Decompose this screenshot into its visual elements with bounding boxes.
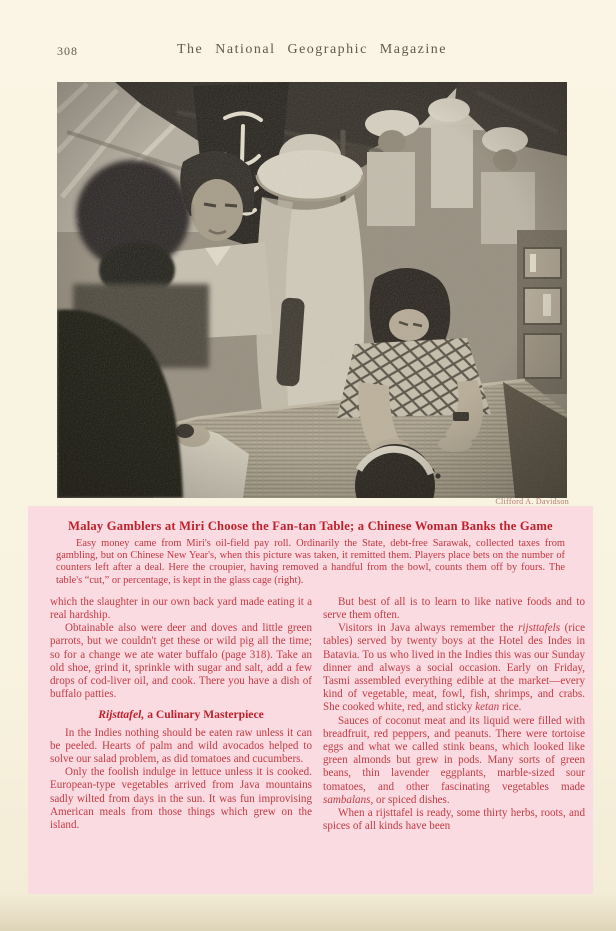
highlighted-text-block: [28, 497, 593, 894]
page-number: 308: [57, 44, 78, 58]
magazine-title: The National Geographic Magazine: [177, 42, 447, 57]
paragraph: Only the foolish indulge in lettuce unless it is cooked. European-type vegetables arrived from Java mountains sadly wilted from days in the sun. It was fun improvising American meals from those things which grew on the island.: [50, 766, 312, 832]
paragraph: Obtainable also were deer and doves and little green parrots, but we couldn't get these or wild pig all the time; so for a change we ate water buffalo (page 318). Take an old shoe, grind it, sprinkle with sugar and salt, add a few drops of cod-liver oil, and cook. There you have a dish of buffalo patties.: [50, 622, 312, 701]
caption-title: Malay Gamblers at Miri Choose the Fan-tan Table; a Chinese Woman Banks the Game: [68, 519, 553, 533]
left-column: [50, 596, 312, 834]
page-header: [57, 40, 567, 62]
photo-fan-tan-table: [57, 82, 567, 498]
paragraph: which the slaughter in our own back yard made eating it a real hardship.: [50, 595, 312, 622]
body-columns: [28, 587, 593, 834]
vignette: [57, 82, 567, 498]
photo-illustration: [57, 82, 567, 498]
paragraph: But best of all is to learn to like native foods and to serve them often.: [323, 595, 585, 622]
paragraph: In the Indies nothing should be eaten raw unless it can be peeled. Hearts of palm and wild avocados helped to solve our salad problem, as did tomatoes and cucumbers.: [50, 726, 312, 766]
photo-credit: Clifford A. Davidson: [495, 497, 569, 506]
paragraph: When a rijsttafel is ready, some thirty herbs, roots, and spices of all kinds have been: [323, 807, 585, 833]
paragraph: Sauces of coconut meat and its liquid were filled with breadfruit, red peppers, and peanuts. There were tortoise eggs and what we called stink beans, which looked like green almonds but grew in pods. Many sorts of green beans, thin lavender eggplants, marble-sized sour tomatoes, and other fascinating vegetables made sambalans, or spiced dishes.: [323, 714, 585, 806]
section-subheading: Rijsttafel, a Culinary Masterpiece: [98, 708, 264, 722]
right-column: [323, 596, 585, 834]
paragraph: Visitors in Java always remember the rijsttafels (rice tables) served by twenty boys at the Hotel des Indes in Batavia. To us who lived in the Indies this was our Sunday dinner and always a social occasion. Early on Friday, Tasmi assembled everything edible at the market—every kind of vegetable, meat, fowl, fish, shrimps, and crabs. She cooked white, red, and sticky ketan rice.: [323, 622, 585, 714]
caption-body: Easy money came from Miri's oil-field pay roll. Ordinarily the State, debt-free Sarawak, collected taxes from gambling, but on Chinese New Year's, when this picture was taken, it remitted them. Players place bets on the number of counters left after a deal. Here the croupier, having removed a handful from the bowl, counts them off by fours. The table's “cut,” or percentage, is kept in the glass cage (right).: [56, 538, 565, 586]
